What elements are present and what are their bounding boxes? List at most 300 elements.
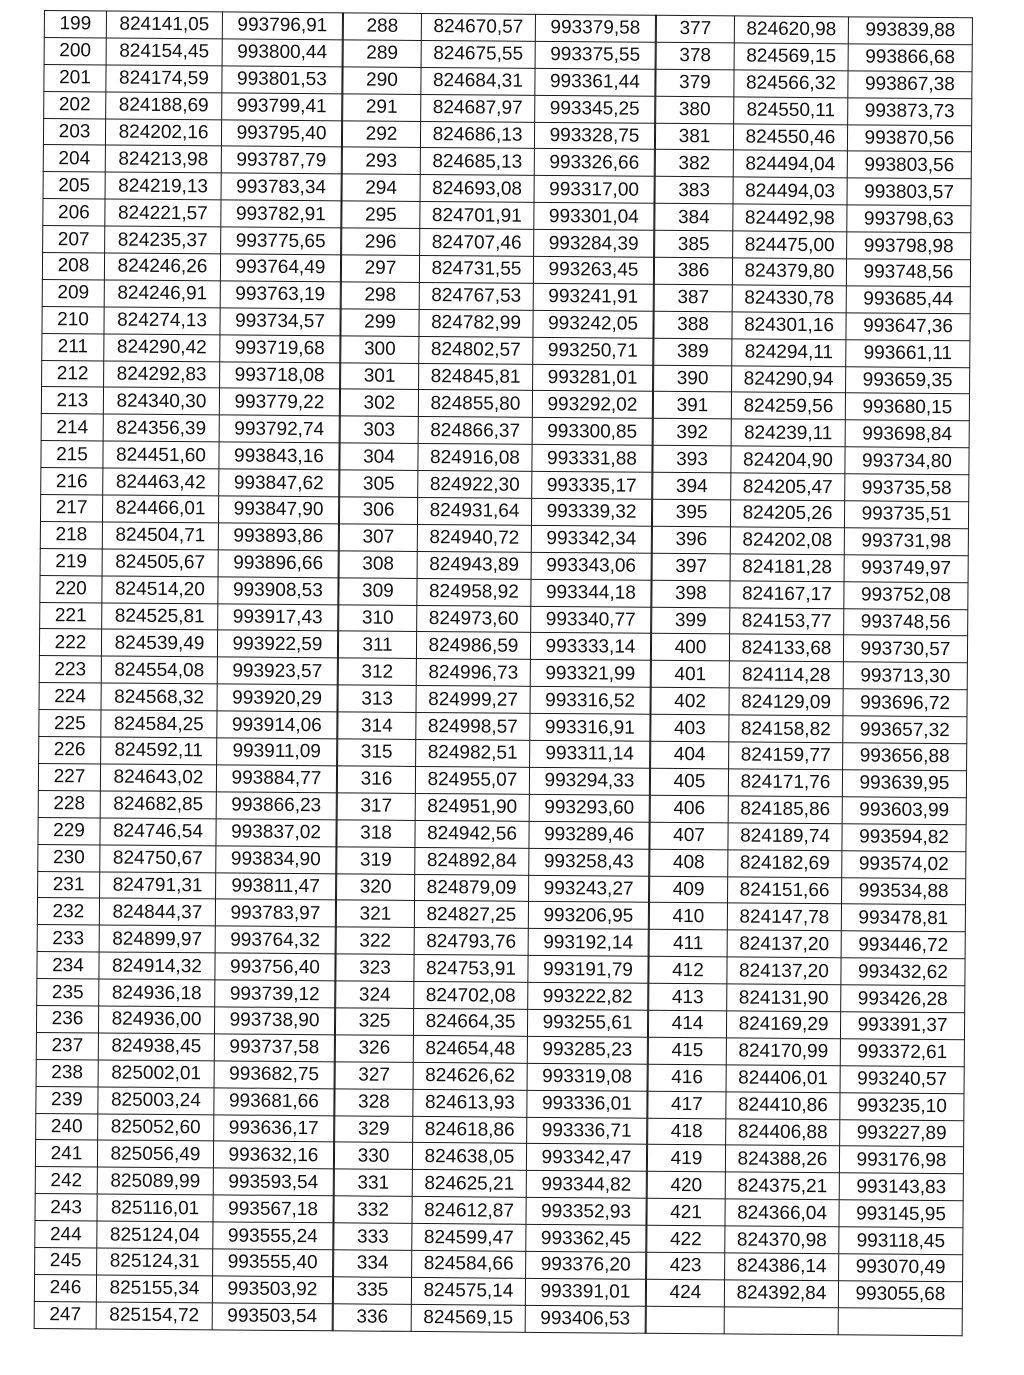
table-row	[336, 954, 648, 983]
x-coordinate-cell: 824410,86	[726, 1092, 840, 1120]
x-coordinate-cell: 825124,04	[97, 1221, 213, 1249]
y-coordinate-cell: 993639,95	[842, 770, 966, 798]
y-coordinate-cell: 993227,89	[840, 1119, 964, 1147]
x-coordinate-cell: 824386,14	[725, 1253, 839, 1281]
y-coordinate-cell: 993301,04	[534, 203, 654, 231]
x-coordinate-cell: 824767,53	[419, 282, 533, 310]
point-number-cell: 321	[336, 900, 414, 928]
point-number-cell: 314	[338, 712, 416, 740]
point-number-cell: 313	[338, 685, 416, 713]
x-coordinate-cell: 824550,46	[733, 123, 847, 151]
table-row	[334, 1169, 646, 1198]
table-row	[40, 521, 338, 550]
x-coordinate-cell: 824301,16	[732, 312, 846, 340]
y-coordinate-cell: 993143,83	[839, 1173, 963, 1201]
table-row	[650, 822, 966, 851]
table-row	[43, 145, 341, 174]
point-number-cell	[646, 1306, 724, 1334]
y-coordinate-cell: 993070,49	[839, 1254, 963, 1282]
table-row	[338, 739, 650, 768]
x-coordinate-cell	[724, 1307, 838, 1335]
x-coordinate-cell: 824330,78	[732, 285, 846, 313]
y-coordinate-cell: 993250,71	[533, 337, 653, 365]
table-row	[43, 226, 341, 255]
y-coordinate-cell: 993896,66	[218, 550, 338, 578]
table-row	[41, 441, 339, 470]
y-coordinate-cell: 993379,58	[535, 14, 655, 42]
y-coordinate-cell: 993867,38	[848, 71, 972, 99]
x-coordinate-cell: 824246,91	[104, 280, 220, 308]
point-number-cell: 205	[43, 172, 105, 199]
x-coordinate-cell: 824568,32	[101, 683, 217, 711]
x-coordinate-cell: 824943,89	[417, 551, 531, 579]
y-coordinate-cell: 993748,56	[844, 608, 968, 636]
x-coordinate-cell: 824592,11	[101, 737, 217, 765]
x-coordinate-cell: 824753,91	[414, 955, 528, 983]
x-coordinate-cell: 824492,98	[733, 204, 847, 232]
point-number-cell: 323	[336, 954, 414, 982]
point-number-cell: 199	[44, 11, 106, 38]
point-number-cell: 210	[42, 306, 104, 333]
y-coordinate-cell: 993698,84	[845, 420, 969, 448]
x-coordinate-cell: 824213,98	[105, 145, 221, 173]
table-row	[337, 846, 649, 875]
table-row	[649, 983, 965, 1012]
x-coordinate-cell: 824702,08	[414, 981, 528, 1009]
table-row	[337, 793, 649, 822]
y-coordinate-cell: 993870,56	[847, 124, 971, 152]
y-coordinate-cell: 993263,45	[533, 256, 653, 284]
point-number-cell: 220	[40, 575, 102, 602]
table-row	[35, 1247, 333, 1276]
point-number-cell: 206	[43, 199, 105, 226]
y-coordinate-cell: 993345,25	[535, 95, 655, 123]
y-coordinate-cell: 993803,57	[847, 178, 971, 206]
x-coordinate-cell: 824129,09	[729, 688, 843, 716]
y-coordinate-cell: 993657,32	[843, 716, 967, 744]
table-row	[652, 499, 968, 528]
table-row	[41, 468, 339, 497]
y-coordinate-cell: 993837,02	[216, 819, 336, 847]
y-coordinate-cell: 993241,91	[533, 283, 653, 311]
y-coordinate-cell: 993922,59	[217, 630, 337, 658]
point-number-cell: 320	[337, 873, 415, 901]
table-row	[42, 333, 340, 362]
table-row	[336, 927, 648, 956]
x-coordinate-cell: 824693,08	[420, 175, 534, 203]
point-number-cell: 302	[340, 389, 418, 417]
x-coordinate-cell: 824185,86	[728, 796, 842, 824]
y-coordinate-cell: 993206,95	[528, 902, 648, 930]
y-coordinate-cell: 993331,88	[532, 445, 652, 473]
y-coordinate-cell: 993803,56	[847, 151, 971, 179]
table-row	[38, 817, 336, 846]
x-coordinate-cell: 824793,76	[414, 928, 528, 956]
table-row	[654, 365, 970, 394]
point-number-cell: 312	[338, 658, 416, 686]
y-coordinate-cell: 993333,14	[530, 633, 650, 661]
y-coordinate-cell: 993847,62	[219, 469, 339, 497]
y-coordinate-cell: 993917,43	[218, 603, 338, 631]
point-number-cell: 407	[650, 822, 728, 850]
x-coordinate-cell: 824643,02	[100, 764, 216, 792]
x-coordinate-cell: 824599,47	[412, 1224, 526, 1252]
x-coordinate-cell: 824463,42	[103, 468, 219, 496]
point-number-cell: 332	[334, 1196, 412, 1224]
y-coordinate-cell: 993799,41	[222, 93, 342, 121]
x-coordinate-cell: 824618,86	[413, 1116, 527, 1144]
table-row	[44, 91, 342, 120]
point-number-cell: 213	[41, 387, 103, 414]
x-coordinate-cell: 824940,72	[417, 524, 531, 552]
point-number-cell: 203	[43, 118, 105, 145]
point-number-cell: 395	[652, 499, 730, 527]
table-row	[43, 172, 341, 201]
point-number-cell: 384	[655, 204, 733, 232]
x-coordinate-cell: 824827,25	[414, 901, 528, 929]
table-row	[336, 900, 648, 929]
point-number-cell: 217	[40, 495, 102, 522]
y-coordinate-cell: 993406,53	[525, 1305, 645, 1333]
table-row	[341, 336, 653, 365]
x-coordinate-cell: 824204,90	[731, 446, 845, 474]
y-coordinate-cell: 993316,91	[530, 713, 650, 741]
point-number-cell: 297	[341, 255, 419, 283]
point-number-cell: 307	[339, 524, 417, 552]
point-number-cell: 299	[341, 309, 419, 337]
x-coordinate-cell: 825056,49	[97, 1140, 213, 1168]
x-coordinate-cell: 824494,03	[733, 177, 847, 205]
table-row	[44, 37, 342, 66]
x-coordinate-cell: 824701,91	[420, 202, 534, 230]
point-number-cell: 291	[343, 94, 421, 122]
table-row	[37, 952, 335, 981]
point-number-cell: 209	[42, 279, 104, 306]
point-number-cell: 310	[339, 604, 417, 632]
y-coordinate-cell: 993446,72	[841, 931, 965, 959]
x-coordinate-cell: 824750,67	[100, 845, 216, 873]
y-coordinate-cell: 993362,45	[526, 1224, 646, 1252]
point-number-cell: 329	[335, 1115, 413, 1143]
x-coordinate-cell: 825089,99	[97, 1167, 213, 1195]
y-coordinate-cell: 993647,36	[846, 313, 970, 341]
x-coordinate-cell: 824189,74	[728, 823, 842, 851]
y-coordinate-cell: 993893,86	[218, 523, 338, 551]
point-number-cell: 289	[343, 40, 421, 68]
point-number-cell: 212	[42, 360, 104, 387]
table-row	[342, 147, 654, 176]
table-row	[42, 360, 340, 389]
table-row	[342, 174, 654, 203]
x-coordinate-cell: 824274,13	[104, 307, 220, 335]
table-row	[42, 279, 340, 308]
x-coordinate-cell: 824638,05	[412, 1143, 526, 1171]
point-number-cell: 237	[36, 1032, 98, 1059]
point-number-cell: 308	[339, 551, 417, 579]
y-coordinate-cell: 993839,88	[848, 17, 972, 45]
y-coordinate-cell: 993567,18	[213, 1195, 333, 1223]
table-row	[655, 177, 971, 206]
y-coordinate-cell: 993734,57	[220, 308, 340, 336]
table-row	[653, 446, 969, 475]
point-number-cell: 236	[36, 1005, 98, 1032]
table-row	[34, 1274, 332, 1303]
table-row	[343, 13, 655, 42]
table-row	[36, 1113, 334, 1142]
point-number-cell: 288	[343, 13, 421, 41]
point-number-cell: 405	[650, 768, 728, 796]
point-number-cell: 316	[337, 766, 415, 794]
y-coordinate-cell: 993873,73	[848, 97, 972, 125]
x-coordinate-cell: 824375,21	[725, 1172, 839, 1200]
y-coordinate-cell: 993340,77	[531, 606, 651, 634]
table-row	[334, 1250, 646, 1279]
x-coordinate-cell: 824955,07	[415, 766, 529, 794]
x-coordinate-cell: 824845,81	[419, 363, 533, 391]
table-row	[38, 871, 336, 900]
point-number-cell: 397	[652, 553, 730, 581]
table-row	[649, 930, 965, 959]
x-coordinate-cell: 824133,68	[729, 634, 843, 662]
y-coordinate-cell: 993555,40	[213, 1249, 333, 1277]
y-coordinate-cell: 993798,63	[847, 205, 971, 233]
x-coordinate-cell: 824475,00	[733, 231, 847, 259]
y-coordinate-cell: 993311,14	[530, 740, 650, 768]
y-coordinate-cell: 993713,30	[843, 662, 967, 690]
table-row	[35, 1194, 333, 1223]
y-coordinate-cell: 993752,08	[844, 582, 968, 610]
table-row	[341, 362, 653, 391]
point-number-cell: 319	[337, 846, 415, 874]
y-coordinate-cell: 993923,57	[217, 657, 337, 685]
table-row	[334, 1142, 646, 1171]
point-number-cell: 215	[41, 441, 103, 468]
table-row	[342, 228, 654, 257]
x-coordinate-cell: 824916,08	[418, 444, 532, 472]
x-coordinate-cell: 824999,27	[416, 686, 530, 714]
table-row	[648, 1091, 964, 1120]
y-coordinate-cell: 993843,16	[219, 442, 339, 470]
table-row	[39, 683, 337, 712]
table-row	[648, 1037, 964, 1066]
x-coordinate-cell: 824554,08	[101, 656, 217, 684]
table-row	[651, 714, 967, 743]
point-number-cell: 202	[44, 91, 106, 118]
x-coordinate-cell: 824294,11	[732, 339, 846, 367]
y-coordinate-cell: 993335,17	[532, 471, 652, 499]
x-coordinate-cell: 824982,51	[416, 739, 530, 767]
x-coordinate-cell: 824855,80	[418, 390, 532, 418]
point-number-cell: 246	[34, 1274, 96, 1301]
table-row	[35, 1140, 333, 1169]
point-number-cell: 401	[651, 661, 729, 689]
point-number-cell: 243	[35, 1194, 97, 1221]
table-row	[656, 42, 972, 71]
y-coordinate-cell: 993317,00	[534, 176, 654, 204]
y-coordinate-cell: 993656,88	[843, 743, 967, 771]
y-coordinate-cell: 993681,66	[214, 1087, 334, 1115]
point-number-cell: 219	[40, 548, 102, 575]
point-number-cell: 211	[42, 333, 104, 360]
point-number-cell: 378	[656, 42, 734, 70]
y-coordinate-cell: 993243,27	[529, 875, 649, 903]
x-coordinate-cell: 824202,16	[105, 119, 221, 147]
x-coordinate-cell: 824239,11	[731, 419, 845, 447]
point-number-cell: 222	[39, 629, 101, 656]
y-coordinate-cell: 993783,97	[215, 899, 335, 927]
point-number-cell: 381	[655, 123, 733, 151]
point-number-cell: 394	[653, 472, 731, 500]
x-coordinate-cell: 824290,42	[104, 334, 220, 362]
point-number-cell: 410	[649, 903, 727, 931]
x-coordinate-cell: 824914,32	[99, 952, 215, 980]
table-row	[334, 1223, 646, 1252]
x-coordinate-cell: 824782,99	[419, 309, 533, 337]
x-coordinate-cell: 824235,37	[105, 226, 221, 254]
point-number-cell: 240	[36, 1113, 98, 1140]
y-coordinate-cell: 993376,20	[526, 1251, 646, 1279]
point-number-cell: 417	[648, 1091, 726, 1119]
table-row	[37, 979, 335, 1008]
y-coordinate-cell: 993632,16	[213, 1141, 333, 1169]
y-coordinate-cell: 993734,80	[845, 447, 969, 475]
point-number-cell: 207	[43, 226, 105, 253]
x-coordinate-cell: 824612,87	[412, 1197, 526, 1225]
point-number-cell: 412	[649, 956, 727, 984]
x-coordinate-cell: 824973,60	[417, 605, 531, 633]
y-coordinate-cell: 993682,75	[214, 1061, 334, 1089]
table-row	[40, 575, 338, 604]
x-coordinate-cell: 824514,20	[102, 576, 218, 604]
y-coordinate-cell: 993834,90	[216, 845, 336, 873]
y-coordinate-cell: 993281,01	[533, 364, 653, 392]
y-coordinate-cell: 993574,02	[842, 850, 966, 878]
point-number-cell: 415	[648, 1037, 726, 1065]
y-coordinate-cell: 993866,23	[216, 792, 336, 820]
table-row	[652, 580, 968, 609]
y-coordinate-cell: 993756,40	[215, 953, 335, 981]
table-row	[650, 849, 966, 878]
point-number-cell: 399	[652, 607, 730, 635]
y-coordinate-cell: 993719,68	[220, 335, 340, 363]
table-row	[656, 96, 972, 125]
point-number-cell: 290	[343, 67, 421, 95]
table-row	[647, 1225, 963, 1254]
x-coordinate-cell: 824654,48	[413, 1035, 527, 1063]
coordinate-table-block-3	[646, 15, 973, 1336]
table-row	[39, 710, 337, 739]
table-row	[38, 790, 336, 819]
table-row	[37, 925, 335, 954]
table-row	[343, 67, 655, 96]
y-coordinate-cell: 993779,22	[219, 388, 339, 416]
table-row	[653, 472, 969, 501]
point-number-cell: 304	[340, 443, 418, 471]
y-coordinate-cell: 993344,82	[526, 1171, 646, 1199]
x-coordinate-cell: 824188,69	[106, 92, 222, 120]
x-coordinate-cell: 824292,83	[104, 361, 220, 389]
x-coordinate-cell: 824922,30	[418, 471, 532, 499]
point-number-cell: 327	[335, 1062, 413, 1090]
x-coordinate-cell: 824504,71	[102, 522, 218, 550]
x-coordinate-cell: 824219,13	[105, 172, 221, 200]
point-number-cell: 324	[336, 981, 414, 1009]
table-row	[652, 553, 968, 582]
y-coordinate-cell: 993680,15	[845, 393, 969, 421]
table-row	[342, 201, 654, 230]
table-row	[44, 64, 342, 93]
x-coordinate-cell: 824406,01	[726, 1065, 840, 1093]
point-number-cell: 423	[647, 1252, 725, 1280]
y-coordinate-cell: 993811,47	[216, 872, 336, 900]
point-number-cell: 322	[336, 927, 414, 955]
point-number-cell: 303	[340, 416, 418, 444]
y-coordinate-cell: 993293,60	[529, 794, 649, 822]
y-coordinate-cell: 993749,97	[844, 555, 968, 583]
y-coordinate-cell: 993118,45	[839, 1227, 963, 1255]
point-number-cell: 305	[340, 470, 418, 498]
point-number-cell: 296	[342, 228, 420, 256]
x-coordinate-cell: 824174,59	[106, 65, 222, 93]
point-number-cell: 208	[42, 253, 104, 280]
y-coordinate-cell: 993339,32	[531, 498, 651, 526]
table-row	[651, 741, 967, 770]
y-coordinate-cell: 993294,33	[529, 767, 649, 795]
y-coordinate-cell: 993391,01	[525, 1278, 645, 1306]
point-number-cell: 218	[40, 521, 102, 548]
y-coordinate-cell: 993289,46	[529, 821, 649, 849]
table-row	[650, 768, 966, 797]
table-row	[648, 1118, 964, 1147]
y-coordinate-cell: 993659,35	[846, 366, 970, 394]
y-coordinate-cell: 993503,54	[212, 1303, 332, 1331]
table-row	[40, 602, 338, 631]
x-coordinate-cell: 824951,90	[415, 793, 529, 821]
point-number-cell: 300	[341, 336, 419, 364]
point-number-cell: 227	[38, 763, 100, 790]
table-row	[334, 1196, 646, 1225]
x-coordinate-cell: 824379,80	[732, 258, 846, 286]
point-number-cell: 245	[35, 1247, 97, 1274]
x-coordinate-cell: 824137,20	[727, 957, 841, 985]
table-row	[39, 737, 337, 766]
point-number-cell: 414	[648, 1010, 726, 1038]
point-number-cell: 216	[41, 468, 103, 495]
x-coordinate-cell: 824942,56	[415, 820, 529, 848]
y-coordinate-cell: 993594,82	[842, 824, 966, 852]
x-coordinate-cell: 824114,28	[729, 661, 843, 689]
table-row	[335, 1062, 647, 1091]
point-number-cell: 204	[43, 145, 105, 172]
table-row	[652, 526, 968, 555]
table-row	[36, 1086, 334, 1115]
point-number-cell: 232	[37, 898, 99, 925]
x-coordinate-cell: 824731,55	[419, 255, 533, 283]
x-coordinate-cell: 824626,62	[413, 1062, 527, 1090]
y-coordinate-cell: 993426,28	[841, 985, 965, 1013]
point-number-cell: 306	[339, 497, 417, 525]
y-coordinate-cell: 993748,56	[846, 259, 970, 287]
table-row	[40, 548, 338, 577]
point-number-cell: 226	[39, 737, 101, 764]
y-coordinate-cell: 993534,88	[842, 877, 966, 905]
point-number-cell: 301	[341, 362, 419, 390]
table-row	[43, 118, 341, 147]
y-coordinate-cell: 993866,68	[848, 44, 972, 72]
x-coordinate-cell: 824466,01	[102, 495, 218, 523]
y-coordinate-cell: 993764,32	[215, 926, 335, 954]
table-row	[338, 658, 650, 687]
